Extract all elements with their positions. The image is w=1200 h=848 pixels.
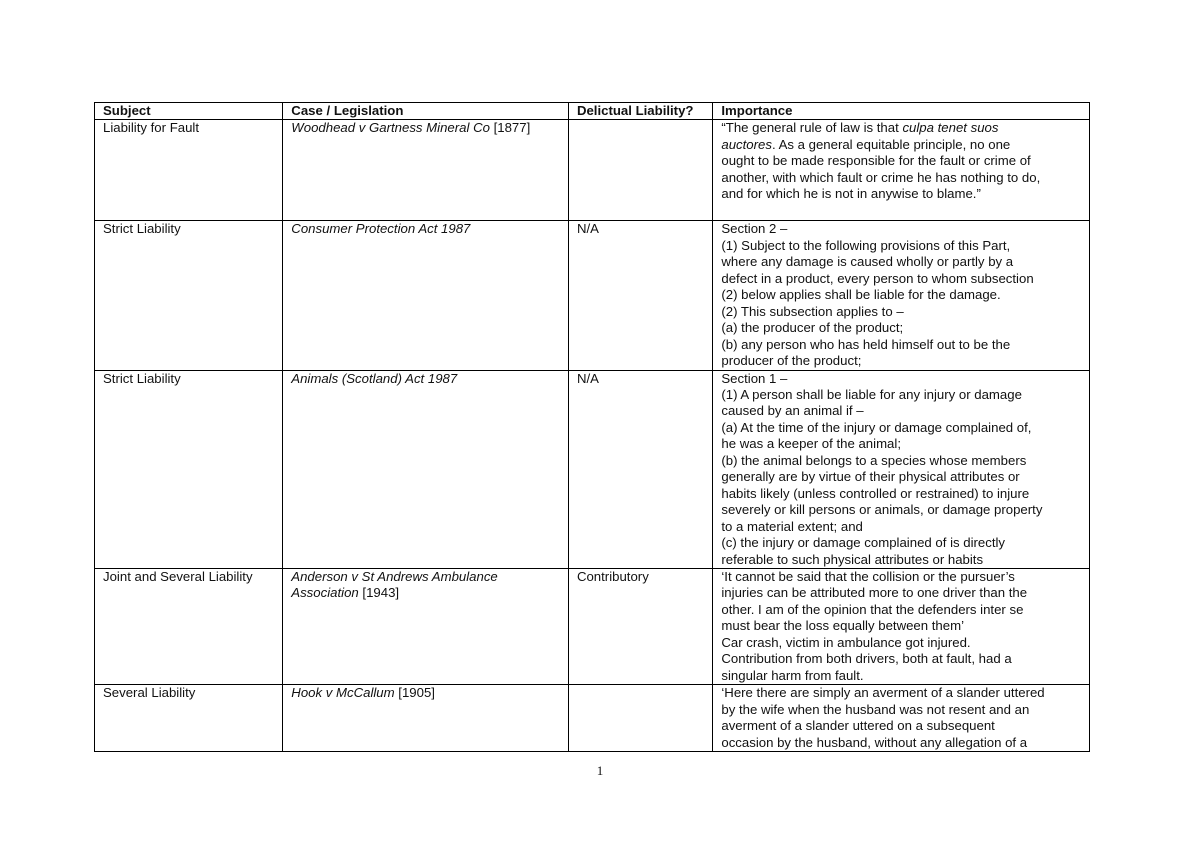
importance-line: to a material extent; and [721, 518, 863, 534]
importance-line: Section 1 – [721, 370, 788, 386]
importance-line: where any damage is caused wholly or partly by a [721, 254, 1014, 270]
cell-delictual: Contributory [568, 568, 712, 684]
importance-line: producer of the product; [721, 353, 862, 369]
latin-maxim: culpa tenet suos [902, 120, 999, 136]
importance-line [721, 120, 1083, 136]
importance-line: by the wife when the husband was not resent and an [721, 701, 1030, 717]
cell-delictual [568, 685, 712, 752]
header-case-legislation: Case / Legislation [283, 103, 569, 120]
importance-line: (a) At the time of the injury or damage complained of, [721, 419, 1032, 435]
cell-case [283, 685, 569, 752]
cell-subject: Joint and Several Liability [95, 568, 283, 684]
case-name: Anderson v St Andrews Ambulance [291, 568, 498, 584]
importance-line [721, 137, 1083, 153]
cell-delictual: N/A [568, 370, 712, 568]
case-year: [1905] [394, 685, 435, 701]
importance-line: Car crash, victim in ambulance got injured. [721, 634, 971, 650]
table-row [95, 120, 1090, 221]
table-header-row [95, 103, 1090, 120]
cell-subject: Liability for Fault [95, 120, 283, 221]
cell-subject: Several Liability [95, 685, 283, 752]
case-name: Hook v McCallum [291, 685, 395, 701]
importance-line: he was a keeper of the animal; [721, 436, 901, 452]
importance-line: occasion by the husband, without any allegation of a [721, 734, 1028, 750]
cell-case [283, 221, 569, 370]
importance-line: Contribution from both drivers, both at fault, had a [721, 651, 1012, 667]
importance-line: severely or kill persons or animals, or damage property [721, 502, 1043, 518]
importance-line: ‘It cannot be said that the collision or the pursuer’s [721, 568, 1015, 584]
case-name: Association [291, 585, 359, 601]
importance-line: another, with which fault or crime he has nothing to do, [721, 169, 1041, 185]
page-number: 1 [596, 763, 604, 778]
case-name-continued [291, 585, 562, 601]
case-name: Consumer Protection Act 1987 [291, 221, 471, 237]
importance-line: and for which he is not in anywise to blame.” [721, 186, 981, 202]
cell-subject: Strict Liability [95, 370, 283, 568]
importance-line: caused by an animal if – [721, 403, 864, 419]
importance-line: (a) the producer of the product; [721, 320, 904, 336]
cell-importance [713, 685, 1090, 752]
importance-line: referable to such physical attributes or habits [721, 551, 984, 567]
importance-line: must bear the loss equally between them’ [721, 618, 965, 634]
case-name: Woodhead v Gartness Mineral Co [291, 120, 490, 136]
importance-line: (2) below applies shall be liable for the damage. [721, 287, 1001, 303]
importance-line: (1) Subject to the following provisions of this Part, [721, 237, 1011, 253]
cell-importance [713, 221, 1090, 370]
importance-line: (2) This subsection applies to – [721, 303, 904, 319]
table-row [95, 370, 1090, 568]
importance-line: singular harm from fault. [721, 667, 864, 683]
cell-delictual: N/A [568, 221, 712, 370]
cell-importance [713, 568, 1090, 684]
cell-delictual [568, 120, 712, 221]
importance-line: ought to be made responsible for the fault or crime of [721, 153, 1031, 169]
table-row [95, 221, 1090, 370]
header-importance: Importance [713, 103, 1090, 120]
case-name: Animals (Scotland) Act 1987 [291, 370, 458, 386]
header-delictual-liability: Delictual Liability? [568, 103, 712, 120]
importance-line: injuries can be attributed more to one driver than the [721, 585, 1028, 601]
header-subject: Subject [95, 103, 283, 120]
importance-line: generally are by virtue of their physical attributes or [721, 469, 1020, 485]
table-row [95, 685, 1090, 752]
cell-subject: Strict Liability [95, 221, 283, 370]
cell-case [283, 568, 569, 684]
cell-case [283, 120, 569, 221]
liability-table [94, 102, 1090, 752]
importance-line: habits likely (unless controlled or restrained) to injure [721, 485, 1030, 501]
importance-line: (c) the injury or damage complained of is directly [721, 535, 1006, 551]
importance-line: (1) A person shall be liable for any injury or damage [721, 386, 1022, 402]
case-year: [1943] [358, 585, 400, 601]
importance-line: (b) any person who has held himself out to be the [721, 336, 1011, 352]
cell-importance [713, 120, 1090, 221]
cell-importance [713, 370, 1090, 568]
table-row [95, 568, 1090, 684]
latin-maxim: auctores [721, 136, 772, 152]
cell-case [283, 370, 569, 568]
quote-text: . As a general equitable principle, no one [771, 136, 1011, 152]
case-year: [1877] [489, 120, 531, 136]
importance-line: averment of a slander uttered on a subsequent [721, 718, 995, 734]
quote-text: “The general rule of law is that [721, 120, 903, 136]
importance-line: defect in a product, every person to whom subsection [721, 270, 1034, 286]
importance-line: ‘Here there are simply an averment of a slander uttered [721, 685, 1045, 701]
importance-line: (b) the animal belongs to a species whose members [721, 452, 1027, 468]
importance-line: other. I am of the opinion that the defenders inter se [721, 601, 1024, 617]
importance-line: Section 2 – [721, 221, 788, 237]
